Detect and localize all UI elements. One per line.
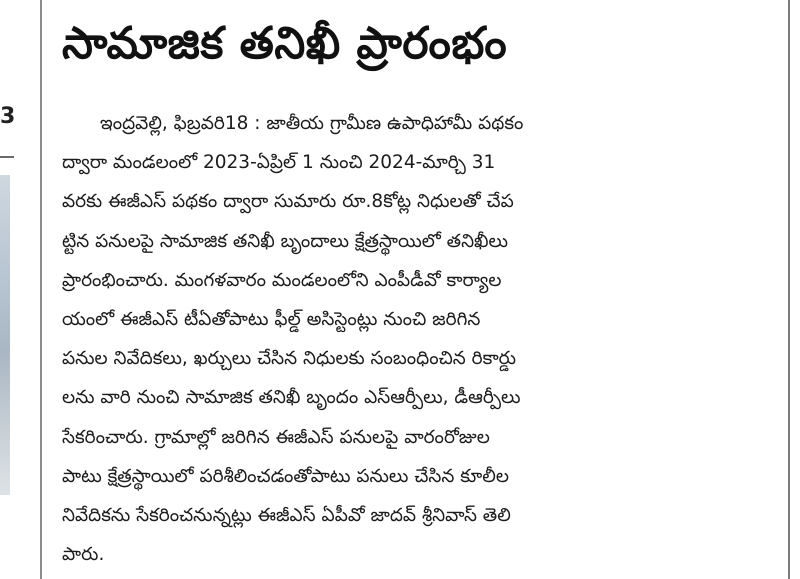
adjacent-column-rule: [0, 156, 14, 158]
column-divider: [40, 0, 42, 579]
news-article: [62, 6, 762, 574]
article-line: పారు.: [62, 544, 105, 566]
article-line: యంలో ఈజీఎస్ టీఏతోపాటు ఫీల్డ్ అసిస్టెంట్లు నుంచి జరిగిన: [62, 308, 481, 330]
article-line: సేకరించారు. గ్రామాల్లో జరిగిన ఈజీఎస్ పనులపై వారంరోజుల: [62, 426, 490, 448]
article-line: ద్వారా మండలంలో 2023-ఏప్రిల్ 1 నుంచి 2024-మార్చి 31: [62, 152, 496, 174]
adjacent-column-photo: [0, 175, 10, 495]
article-line: లను వారి నుంచి సామాజిక తనిఖీ బృందం ఎస్ఆర్పీలు, డీఆర్పీలు: [62, 387, 521, 409]
adjacent-column-digit: 3: [0, 104, 16, 129]
article-body: [62, 104, 762, 574]
article-line: నివేదికను సేకరించనున్నట్లు ఈజీఎస్ ఏపీవో జాదవ్ శ్రీనివాస్ తెలి: [62, 504, 511, 526]
article-line: ట్టిన పనులపై సామాజిక తనిఖీ బృందాలు క్షేత్రస్థాయిలో తనిఖీలు: [62, 230, 509, 252]
column-divider-right: [788, 0, 790, 579]
article-line: పనుల నివేదికలు, ఖర్చులు చేసిన నిధులకు సంబంధించిన రికార్డు: [62, 348, 517, 370]
article-line: వరకు ఈజీఎస్ పథకం ద్వారా సుమారు రూ.8కోట్ల నిధులతో చేప: [62, 191, 514, 213]
article-line: ప్రారంభించారు. మంగళవారం మండలంలోని ఎంపీడీవో కార్యాల: [62, 269, 502, 291]
article-line: ఇంద్రవెల్లి, ఫిబ్రవరి18 : జాతీయ గ్రామీణ ఉపాధిహామీ పథకం: [100, 113, 524, 134]
article-headline: సామాజిక తనిఖీ ప్రారంభం: [62, 18, 508, 69]
article-line: పాటు క్షేత్రస్థాయిలో పరిశీలించడంతోపాటు పనులు చేసిన కూలీల: [62, 465, 509, 487]
adjacent-column-fragment: [0, 0, 28, 579]
